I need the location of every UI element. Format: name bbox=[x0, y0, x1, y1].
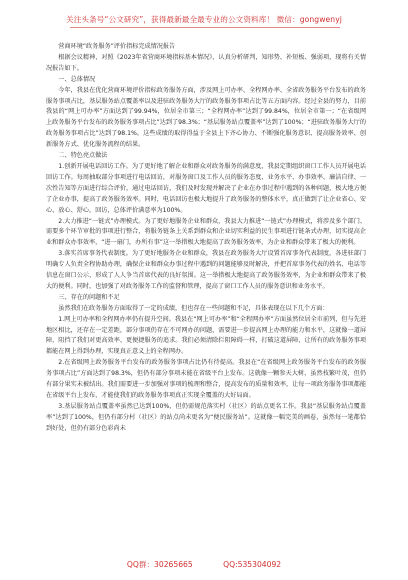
header-divider bbox=[70, 27, 340, 28]
paragraph: 3.落实首席事务代表制度。为了更好地服务企业和群众，我县在政务服务大厅设置首席事务代表制度，各进驻部门明确专人负责全程协助办理，确保企业和群众办事过程中遇到的问题能够及时解决，并把首席事务代表的姓名、电话等信息在窗口公示，形成了人人争当首席代表的良好氛围。这一举措极大地提高了政务服务效率，为企业和群众带来了极大的便利。同时，也加强了对政务服务工作的监督和管理，提高了窗口工作人员的服务意识和业务水平。 bbox=[46, 250, 366, 290]
header-banner: 关注头条号“公文研究”，获得最新最全最专业的公文资料库！ 微信：gongwenyj bbox=[66, 15, 342, 24]
paragraph: 3.基层服务站点覆盖率虽然已达到100%，但仍需规范落实村（社区）的站点更名工作。我县“基层服务站点覆盖率”达到了100%，但仍有部分村（社区）的站点尚未更名为“便民服务站”。这就像一幅完美的画卷，虽然每一笔都恰到好处，但仍有部分色彩尚未 bbox=[46, 402, 366, 432]
paragraph: 2.在省级网上政务服务平台发布的政务服务事项占比仍有待提高。我县在“在省级网上政务服务平台发布的政务服务事项占比”方面达到了98.3%，但仍有部分事项未能在省级平台上发布。这就像一颗参天大树，虽然枝繁叶茂，但仍有部分果实未被结出。我们需要进一步加强对事项的梳理和整合，提高发布的质量和效率，让每一项政务服务事项都能在省级平台上发布，才能使我们的政务服务事项真正实现全覆盖的大好局面。 bbox=[46, 359, 366, 399]
paragraph: 虽然我们在政务服务方面取得了一定的成绩，但也存在一些问题和不足，具体表现在以下几个方面： bbox=[58, 304, 329, 312]
section-heading: 三、存在的问题和不足 bbox=[58, 293, 120, 301]
paragraph: 根据会议精神，对照《2023年省营商环境指标基本情况》，认真分析研判，知形势、补短板、强弱项，现将有关情况报告如下。 bbox=[46, 53, 366, 72]
section-heading: 一、总体情况 bbox=[58, 75, 96, 83]
document-title: 营商环境“政务服务”评价指标完成情况报告 bbox=[58, 43, 176, 50]
paragraph: 1.创新开展电话回访工作。为了更好地了解企业和群众对政务服务的满意度，我县定期组织窗口工作人员开展电话回访工作。每周抽取部分事项进行电话回访，对服务窗口及工作人员的服务态度、业务水平、办事效率、廉洁自律、一次性告知等方面进行综合评价，通过电话回访，我们及时发现并解决了企业在办事过程中遇到的各种问题，极大地方便了企业办事，提高了政务服务效率。同时，电话回访也极大地提升了政务服务的整体水平，真正做到了让企业省心、安心、放心、舒心，回访，总体评价满意率为100%。 bbox=[46, 162, 366, 214]
paragraph: 今年，我县在优化营商环境评价指标政务服务方面，涉及网上可办率、全程网办率、全省政务服务平台发布的政务服务事项占比，基层服务站点覆盖率以及进驻政务服务大厅的政务服务事项占比等五方面内容。经过全县的努力，目前我县的“网上可办率”方面达到了99.94%，位居全市第三；“全程网办率”达到了99.84%，位居全市第一；“在省级网上政务服务平台发布的政务服务事项占比”达到了98.3%；“基层服务站点覆盖率”达到了100%；“进驻政务服务大厅的政务服务事项占比”达到了98.1%。这些成绩的取得得益于全县上下齐心协力、不断强化服务意识、提高服务效率、创新服务方式、优化服务流程的结果。 bbox=[46, 86, 366, 149]
paragraph: 2.大力推进“一链式”办理模式。为了更好地服务企业和群众，我县大力推进“一链式”办理模式，将涉及多个部门、需要多个环节审批的事项进行整合，将服务链条上关系到群众和企业切实利益的民生事项进行链条式办理，切实提高企业和群众办事效率，“进一扇门，办所有事”这一举措极大地提高了政务服务效率，为企业和群众带来了极大的便利。 bbox=[46, 217, 366, 247]
section-heading: 二、特色亮点做法 bbox=[58, 152, 108, 160]
footer-qq-group: QQ群：30265665 bbox=[126, 560, 193, 569]
paragraph: 1.网上可办率和全程网办率仍有提升空间。我县在“网上可办率”和“全程网办率”方面虽然位居全市前列，但与先进地区相比，还存在一定差距，部分事项仍存在不可网办的问题，需要进一步提高网上办理的能力和水平，这就像一道屏障，阻挡了我们对更高效率、更便捷服务的追求。我们必须清除拦阻障碍一样，打破这道屏障，让所有的政务服务事项都能在网上得到办理，实现真正意义上的全程网办。 bbox=[46, 315, 366, 356]
footer-contact bbox=[0, 559, 408, 570]
footer-qq: QQ:535304092 bbox=[223, 560, 282, 569]
document-body bbox=[46, 38, 366, 435]
